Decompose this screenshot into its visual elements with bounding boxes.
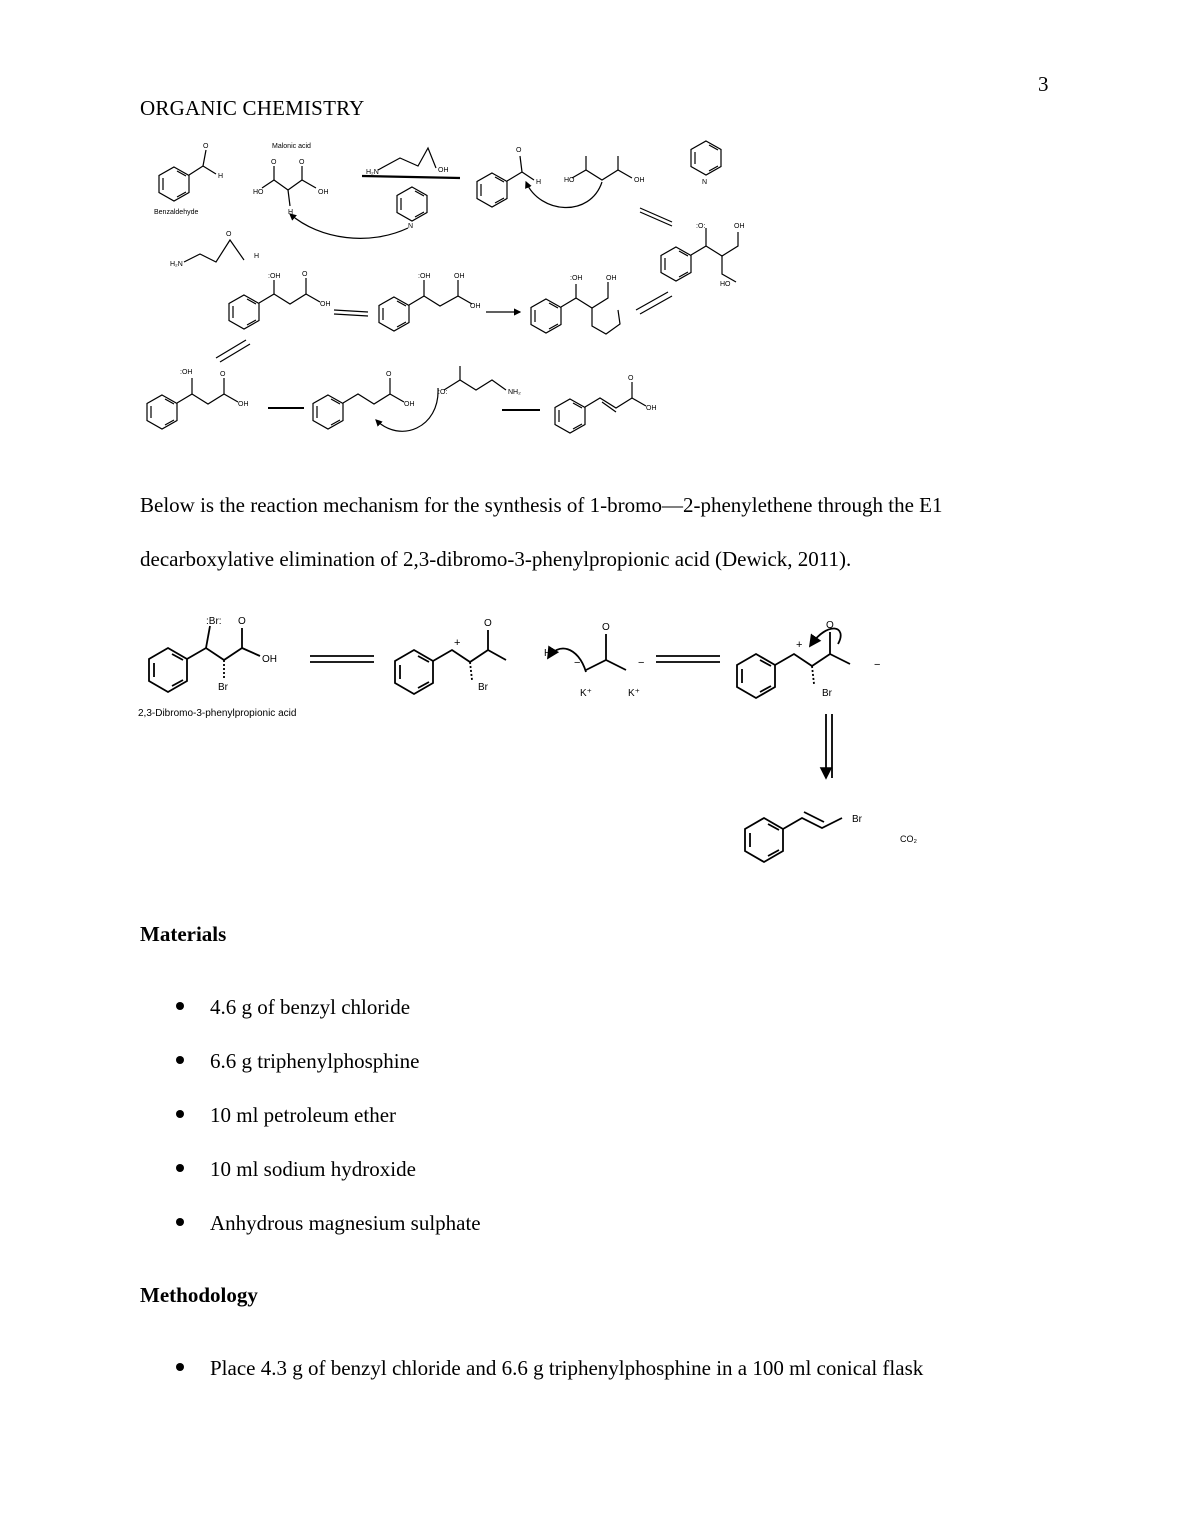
svg-text:H: H (218, 173, 224, 180)
list-item: 10 ml sodium hydroxide (140, 1156, 481, 1210)
bullet-icon (176, 1056, 184, 1064)
svg-text:2,3-Dibromo-3-phenylpropionic: 2,3-Dibromo-3-phenylpropionic acid (138, 708, 297, 719)
carbocation-intermediate (395, 618, 551, 694)
mechanism-figure-2 (138, 606, 938, 878)
page-number: 3 (1038, 72, 1049, 96)
svg-text:O: O (516, 147, 522, 154)
mechanism-description: Below is the reaction mechanism for the synthesis of 1-bromo—2-phenylethene through the E1 decarboxylative elimination of 2,3-dibromo-3-phenylpropionic acid (Dewick, 2011). (140, 493, 943, 571)
list-item: 10 ml petroleum ether (140, 1102, 481, 1156)
svg-text:K⁺: K⁺ (580, 688, 592, 699)
svg-text:Br: Br (478, 682, 488, 693)
svg-text:−: − (874, 659, 881, 671)
svg-text:O: O (628, 375, 634, 382)
svg-text:OH: OH (438, 167, 449, 174)
svg-text:O: O (271, 159, 277, 166)
svg-text:Br: Br (218, 682, 228, 693)
svg-text:H: H (536, 179, 542, 186)
svg-text:+: + (454, 637, 461, 649)
svg-text:O: O (226, 231, 232, 238)
svg-text:H₂N: H₂N (366, 169, 379, 176)
svg-text:OH: OH (238, 401, 249, 408)
svg-text:OH: OH (606, 275, 617, 282)
bullet-icon (176, 1002, 184, 1010)
svg-text:O: O (826, 620, 834, 631)
svg-text::O:: :O: (696, 223, 706, 230)
list-item: Place 4.3 g of benzyl chloride and 6.6 g triphenylphosphine in a 100 ml conical flask (140, 1355, 923, 1409)
malonic-acid-structure (253, 143, 329, 216)
svg-text::O:: :O: (438, 389, 448, 396)
svg-text:H: H (254, 253, 260, 260)
svg-text:−: − (638, 657, 645, 669)
methodology-heading: Methodology (140, 1283, 258, 1307)
svg-text:Br: Br (822, 688, 832, 699)
svg-text:−: − (574, 657, 581, 669)
svg-text:OH: OH (404, 401, 415, 408)
svg-text::OH: :OH (570, 275, 583, 282)
svg-text:H: H (544, 648, 552, 659)
running-head: ORGANIC CHEMISTRY (140, 96, 365, 120)
svg-text:N: N (408, 223, 414, 230)
svg-text:NH₂: NH₂ (508, 389, 521, 396)
methodology-list (140, 1355, 923, 1409)
svg-text::OH: :OH (180, 369, 193, 376)
svg-text:O: O (299, 159, 305, 166)
dibromo-acid-structure (138, 616, 296, 719)
svg-text:O: O (302, 271, 308, 278)
list-item: Anhydrous magnesium sulphate (140, 1210, 481, 1264)
bullet-icon (176, 1110, 184, 1118)
svg-text:OH: OH (454, 273, 465, 280)
bullet-icon (176, 1164, 184, 1172)
svg-text::OH: :OH (268, 273, 281, 280)
svg-text:Benzaldehyde: Benzaldehyde (154, 209, 199, 216)
svg-text:O: O (386, 371, 392, 378)
svg-text:N: N (702, 179, 708, 186)
svg-text:HO: HO (564, 177, 575, 184)
svg-text:OH: OH (262, 654, 277, 665)
svg-text:OH: OH (320, 301, 331, 308)
svg-text:HO: HO (253, 189, 264, 196)
svg-text:O: O (203, 143, 209, 150)
svg-text:O: O (220, 371, 226, 378)
svg-text:OH: OH (646, 405, 657, 412)
svg-text:Br: Br (852, 814, 862, 825)
list-item: 6.6 g triphenylphosphine (140, 1048, 481, 1102)
svg-text:OH: OH (470, 303, 481, 310)
svg-text:K⁺: K⁺ (628, 688, 640, 699)
svg-text:OH: OH (318, 189, 329, 196)
svg-text:O: O (602, 622, 610, 633)
svg-text:Malonic acid: Malonic acid (272, 143, 311, 150)
bullet-icon (176, 1218, 184, 1226)
svg-text:+: + (796, 639, 803, 651)
svg-text:H: H (288, 209, 294, 216)
svg-text:O: O (484, 618, 492, 629)
activated-aldehyde (477, 147, 541, 207)
svg-text:H₂N: H₂N (170, 261, 183, 268)
svg-text:O: O (238, 616, 246, 627)
mechanism-figure-1 (140, 128, 780, 446)
bullet-icon (176, 1363, 184, 1371)
svg-text:HO: HO (720, 281, 731, 288)
svg-text:CO₂: CO₂ (900, 834, 917, 844)
benzaldehyde-structure (154, 143, 223, 216)
bromostyrene-product (745, 812, 863, 862)
svg-text:OH: OH (634, 177, 645, 184)
svg-text::Br:: :Br: (206, 616, 222, 627)
materials-heading: Materials (140, 922, 227, 946)
svg-text:OH: OH (734, 223, 745, 230)
materials-list (140, 994, 481, 1264)
list-item: 4.6 g of benzyl chloride (140, 994, 481, 1048)
svg-text::OH: :OH (418, 273, 431, 280)
carboxylate-intermediate (737, 620, 880, 699)
